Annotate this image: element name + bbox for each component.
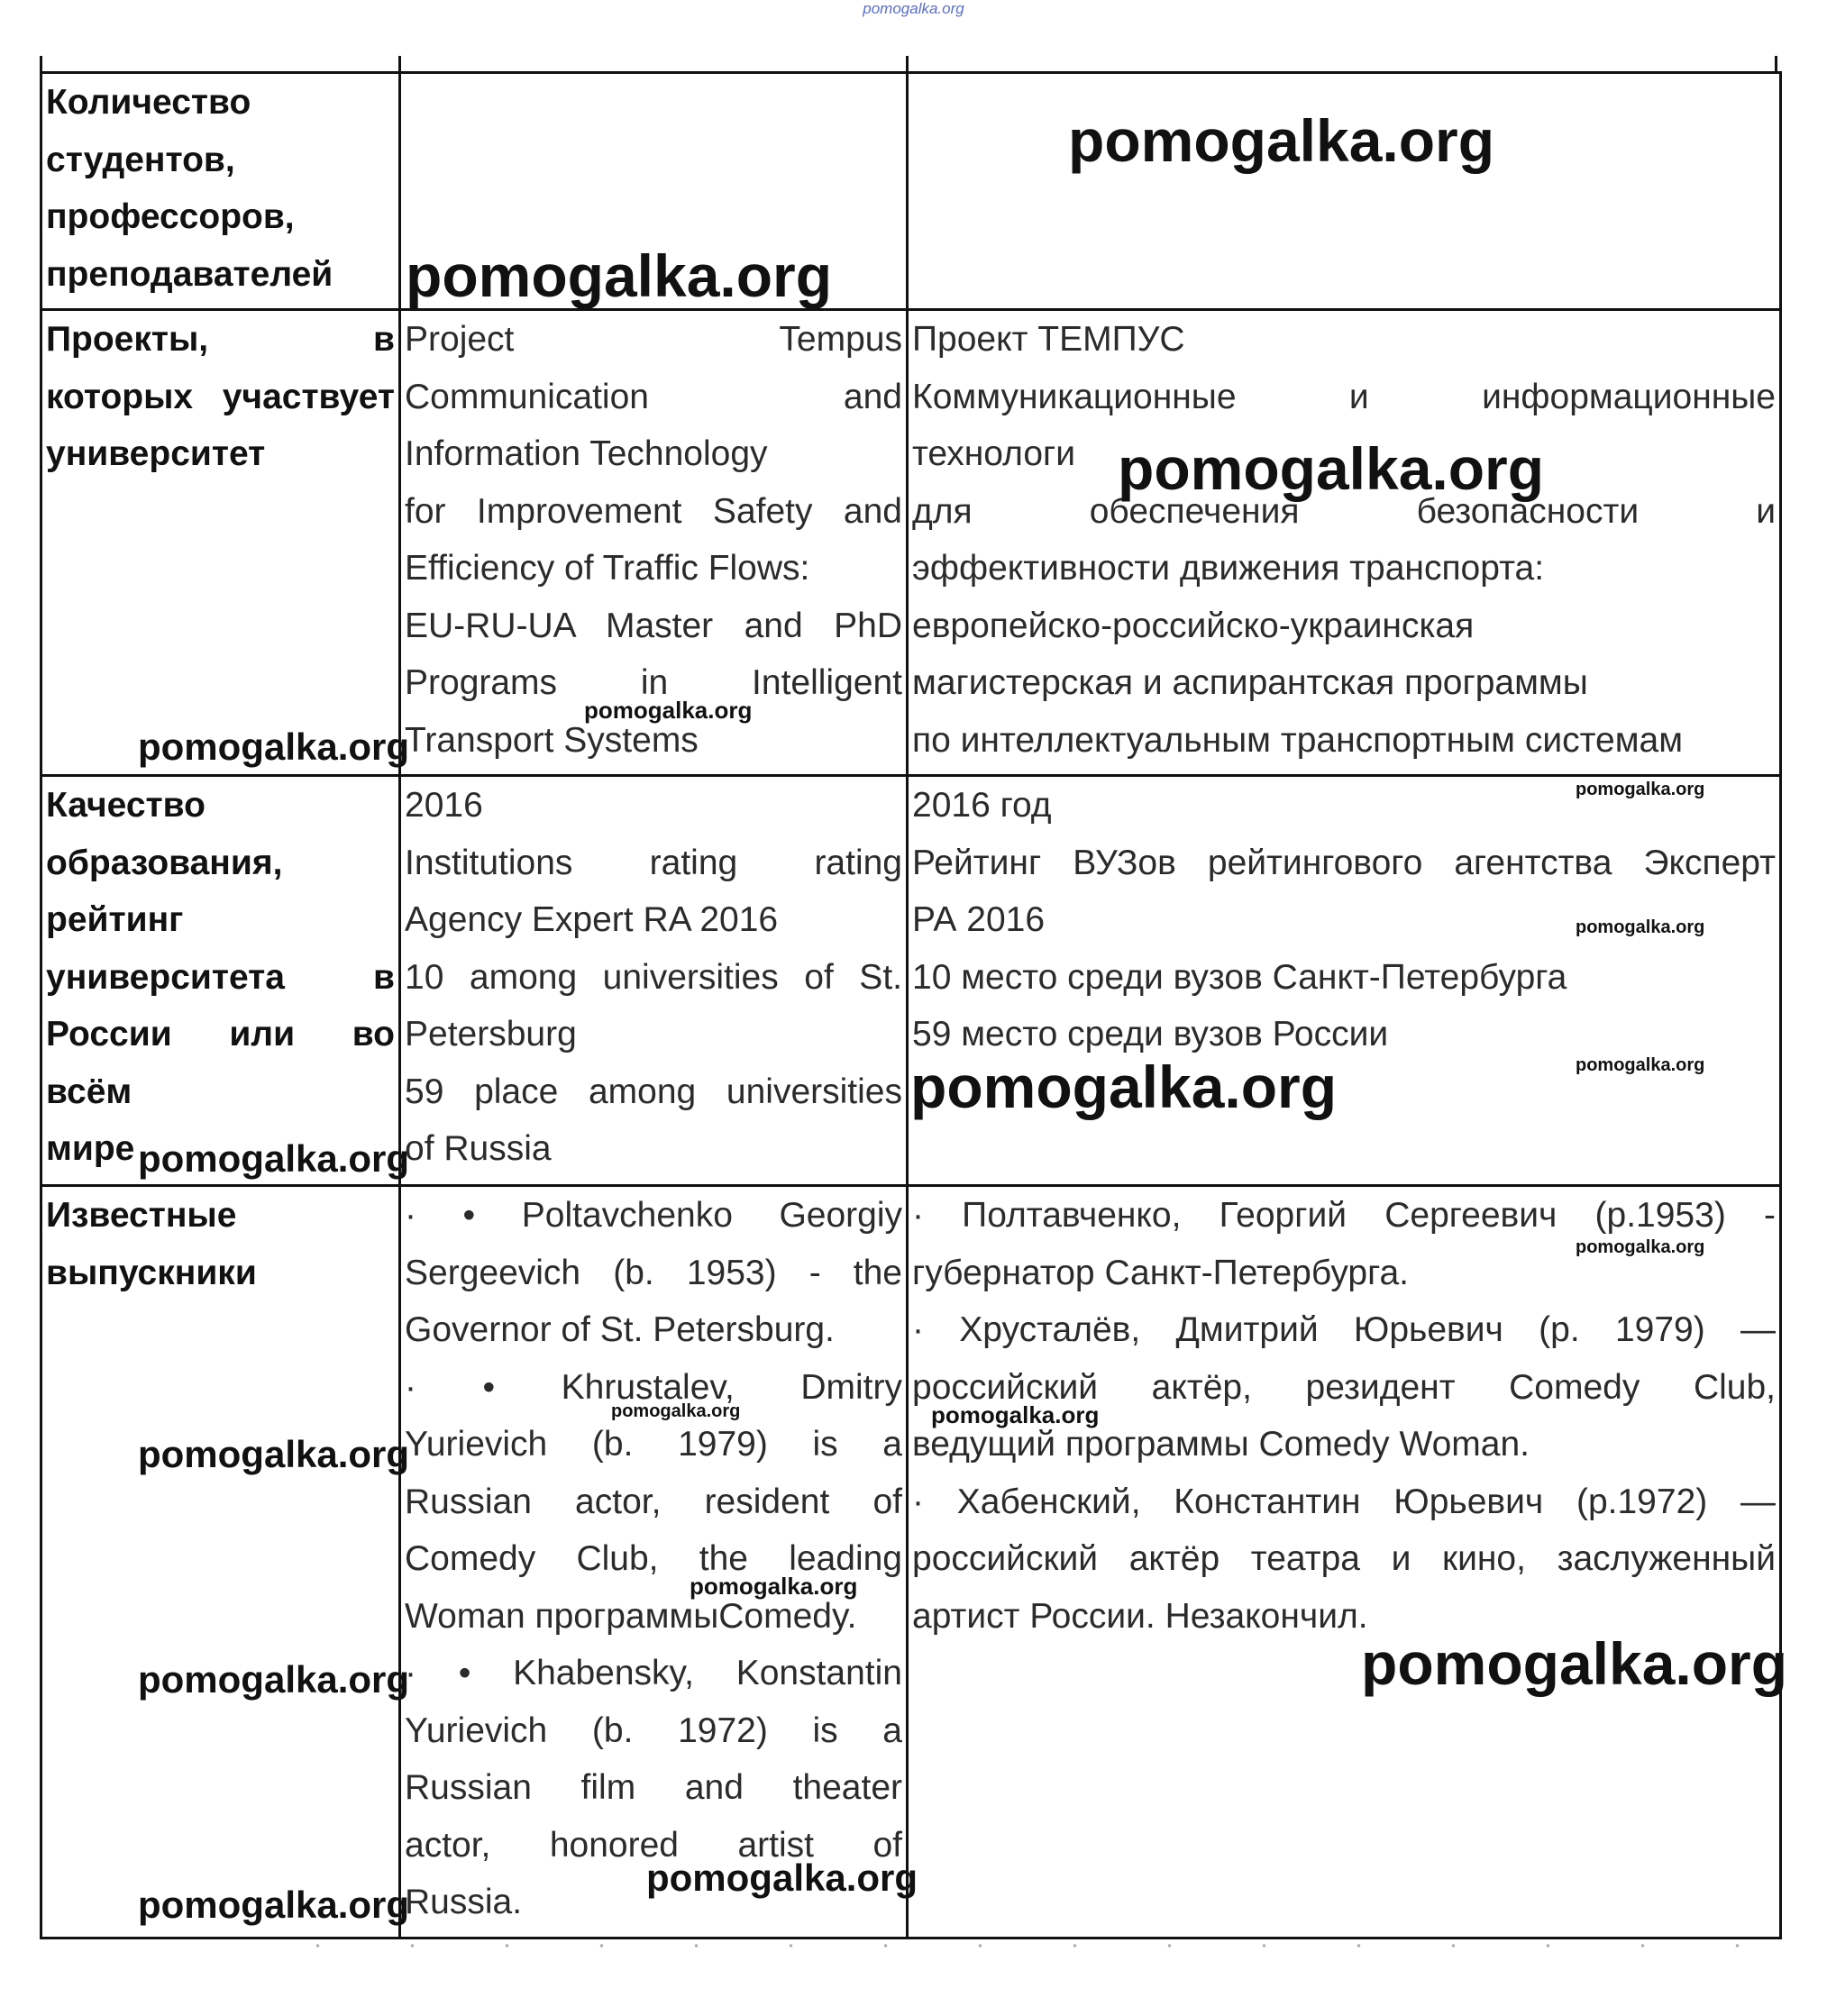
label-line: студентов, (46, 140, 235, 179)
watermark-text: pomogalka.org (1576, 1055, 1705, 1075)
text-line: EU-RU-UA Master and PhD (405, 606, 902, 645)
table-row (41, 73, 1781, 310)
watermark-text: pomogalka.org (584, 697, 753, 724)
russian-cell (908, 776, 1781, 1186)
watermark-text: pomogalka.org (690, 1573, 858, 1600)
row-label-cell (41, 776, 400, 1186)
text-line: Russia. (405, 1883, 523, 1921)
watermark-text: pomogalka.org (931, 1401, 1100, 1428)
text-line: · • Khabensky, Konstantin (405, 1654, 902, 1692)
label-line: которых участвует (46, 377, 395, 416)
watermark-text: pomogalka.org (138, 1658, 410, 1701)
watermark-text: pomogalka.org (646, 1856, 918, 1899)
text-line: · • Khrustalev, Dmitry (405, 1367, 902, 1407)
text-line: 2016 (405, 786, 483, 825)
text-line: actor, honored artist of (405, 1825, 902, 1865)
text-line: 10 among universities of St. (405, 957, 902, 997)
text-line: Institutions rating rating (405, 843, 902, 882)
watermark-text: pomogalka.org (1118, 435, 1545, 502)
watermark-text: pomogalka.org (1576, 1237, 1705, 1257)
label-line: мире (46, 1129, 135, 1168)
text-line: ведущий программы Comedy Woman. (912, 1425, 1530, 1464)
watermark-text: pomogalka.org (1361, 1630, 1788, 1697)
label-line: рейтинг (46, 900, 184, 939)
text-line: for Improvement Safety and (405, 491, 902, 531)
text-line: Yurievich (b. 1972) is a (405, 1710, 902, 1750)
text-line: Рейтинг ВУЗов рейтингового агентства Эксперт (912, 843, 1776, 882)
bottom-artifact-dots (270, 1943, 1749, 1948)
russian-cell (908, 310, 1781, 776)
text-line: 59 place among universities (405, 1072, 902, 1111)
label-line: Проекты, в (46, 320, 395, 359)
text-line: Russian film and theater (405, 1768, 902, 1807)
text-line: эффективности движения транспорта: (912, 549, 1545, 588)
label-line: преподавателей (46, 254, 333, 294)
english-cell (400, 776, 908, 1186)
text-line: of Russia (405, 1129, 552, 1168)
row-label-cell (41, 310, 400, 776)
text-line: технологи (912, 434, 1076, 473)
text-line: для обеспечения безопасности и (912, 491, 1776, 531)
watermark-text: pomogalka.org (406, 242, 833, 309)
text-line: по интеллектуальным транспортным системам (912, 720, 1684, 760)
row-label-cell (41, 73, 400, 310)
watermark-text: pomogalka.org (138, 1137, 410, 1180)
top-watermark: pomogalka.org (863, 0, 964, 17)
text-line: 2016 год (912, 786, 1052, 825)
text-line: магистерская и аспирантская программы (912, 663, 1588, 702)
watermark-text: pomogalka.org (1576, 917, 1705, 937)
english-cell (400, 1186, 908, 1938)
text-line: Sergeevich (b. 1953) - the (405, 1253, 902, 1292)
text-line: Woman программыComedy. (405, 1596, 857, 1636)
label-line: России или во всём (46, 1015, 395, 1111)
text-line: Comedy Club, the leading (405, 1539, 902, 1578)
watermark-text: pomogalka.org (1576, 780, 1705, 799)
russian-cell (908, 1186, 1781, 1938)
text-line: 10 место среди вузов Санкт-Петербурга (912, 957, 1567, 997)
watermark-text: pomogalka.org (611, 1401, 741, 1421)
text-line: российский актёр, резидент Comedy Club, (912, 1367, 1776, 1407)
watermark-text: pomogalka.org (138, 1433, 410, 1475)
text-line: Programs in Intelligent (405, 663, 902, 702)
text-line: российский актёр театра и кино, заслуженный (912, 1539, 1776, 1578)
label-line: выпускники (46, 1253, 257, 1292)
text-line: Коммуникационные и информационные (912, 377, 1776, 416)
label-line: Количество (46, 83, 251, 122)
text-line: европейско-российско-украинская (912, 606, 1475, 645)
label-line: Качество (46, 786, 206, 825)
table-top-edge-ticks (40, 56, 1779, 72)
text-line: · Хабенский, Константин Юрьевич (р.1972) — (912, 1482, 1776, 1521)
table-row (41, 1186, 1781, 1938)
text-line: · Хрусталёв, Дмитрий Юрьевич (р. 1979) — (912, 1310, 1776, 1349)
text-line: Yurievich (b. 1979) is a (405, 1425, 902, 1464)
label-line: университет (46, 434, 266, 473)
label-line: профессоров, (46, 197, 295, 236)
text-line: Information Technology (405, 434, 768, 473)
watermark-text: pomogalka.org (1068, 107, 1495, 174)
watermark-text: pomogalka.org (910, 1054, 1338, 1120)
label-line: Известные (46, 1196, 237, 1235)
table-row (41, 310, 1781, 776)
watermark-text: pomogalka.org (138, 725, 410, 768)
text-line: 59 место среди вузов России (912, 1015, 1389, 1054)
label-line: университета в (46, 957, 395, 997)
text-line: артист России. Незакончил. (912, 1596, 1368, 1636)
text-line: Transport Systems (405, 720, 699, 760)
label-line: образования, (46, 843, 283, 882)
text-line: Project Tempus (405, 320, 902, 359)
text-line: Проект ТЕМПУС (912, 320, 1185, 359)
text-line: Petersburg (405, 1015, 577, 1054)
row-label-cell (41, 1186, 400, 1938)
text-line: РА 2016 (912, 900, 1046, 939)
text-line: Communication and (405, 377, 902, 416)
table-row (41, 776, 1781, 1186)
text-line: губернатор Санкт-Петербурга. (912, 1253, 1409, 1292)
text-line: Russian actor, resident of (405, 1482, 902, 1521)
text-line: · Полтавченко, Георгий Сергеевич (р.1953) - (912, 1196, 1776, 1235)
text-line: · • Poltavchenko Georgiy (405, 1196, 902, 1235)
text-line: Governor of St. Petersburg. (405, 1310, 835, 1349)
watermark-text: pomogalka.org (138, 1884, 410, 1926)
text-line: Efficiency of Traffic Flows: (405, 549, 810, 588)
text-line: Agency Expert RA 2016 (405, 900, 779, 939)
